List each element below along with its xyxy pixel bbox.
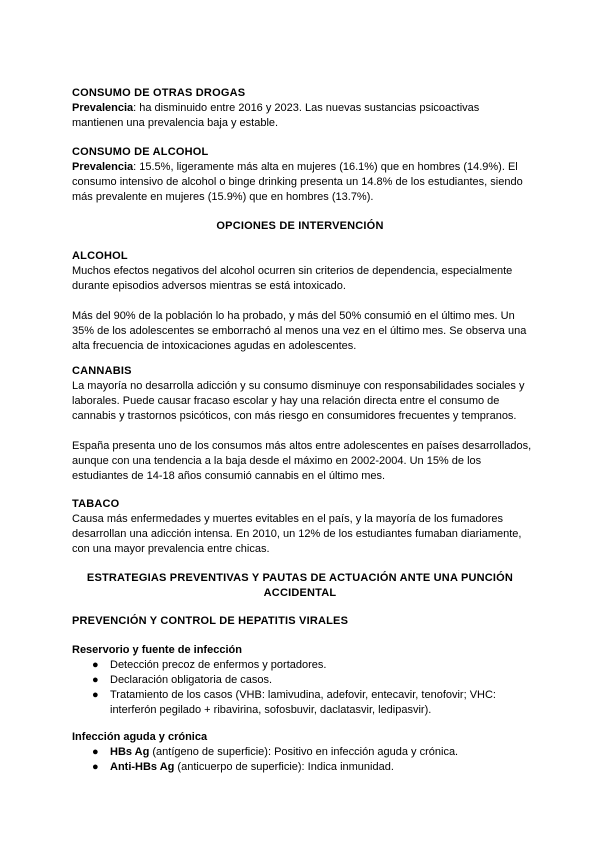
- paragraph-cannabis-2: España presenta uno de los consumos más altos entre adolescentes en países desarrollados, aunque con una tendencia a la baja desde el máximo en 2002-2004. Un 15% de los estudiantes de 14-18 años consumió cannabis en el último mes.: [72, 440, 532, 482]
- section-otras-drogas: [72, 86, 532, 131]
- bullet-icon: ●: [92, 761, 99, 773]
- list-item: [72, 673, 532, 688]
- bullet-icon: ●: [92, 746, 99, 758]
- paragraph-alcohol-1: Muchos efectos negativos del alcohol ocurren sin criterios de dependencia, especialmente durante episodios adversos mientras se está intoxicado.: [72, 265, 513, 292]
- section-cannabis: [72, 364, 532, 484]
- heading-hepatitis: [72, 614, 532, 629]
- paragraph-consumo-alcohol: [72, 160, 532, 205]
- list-item-text: Detección precoz de enfermos y portadores.: [110, 659, 327, 671]
- list-item-text: (antígeno de superficie): Positivo en infección aguda y crónica.: [149, 746, 459, 758]
- term-hbs-ag: HBs Ag: [110, 746, 150, 758]
- paragraph-alcohol-2: Más del 90% de la población lo ha probado, y más del 50% consumió en el último mes. Un 35% de los adolescentes se emborrachó al menos una vez en el último mes. Se observa una alta frecuencia de intoxicaciones agudas en adolescentes.: [72, 310, 527, 352]
- label-prevalencia: Prevalencia: [72, 161, 134, 173]
- list-item: [72, 760, 532, 775]
- heading-consumo-alcohol: CONSUMO DE ALCOHOL: [72, 146, 209, 158]
- heading-otras-drogas: CONSUMO DE OTRAS DROGAS: [72, 87, 246, 99]
- heading-cannabis: CANNABIS: [72, 365, 132, 377]
- heading-reservorio: Reservorio y fuente de infección: [72, 644, 242, 656]
- label-prevalencia: Prevalencia: [72, 102, 134, 114]
- heading-infeccion: Infección aguda y crónica: [72, 731, 208, 743]
- section-infeccion: [72, 730, 532, 775]
- heading-estrategias-line-1: ESTRATEGIAS PREVENTIVAS Y PAUTAS DE ACTUACIÓN ANTE UNA PUNCIÓN: [86, 572, 514, 584]
- heading-estrategias-line-2: ACCIDENTAL: [263, 587, 337, 599]
- bullet-icon: ●: [92, 674, 99, 686]
- paragraph-tabaco: Causa más enfermedades y muertes evitables en el país, y la mayoría de los fumadores desarrollan una adicción intensa. En 2010, un 12% de los estudiantes fumaban diariamente, con una mayor prevalencia entre chicas.: [72, 513, 522, 555]
- term-anti-hbs-ag: Anti-HBs Ag: [110, 761, 175, 773]
- heading-estrategias: [72, 571, 528, 601]
- paragraph-otras-drogas: [72, 101, 532, 131]
- list-item: [72, 745, 532, 760]
- bullet-icon: ●: [92, 689, 99, 701]
- list-item-text: Tratamiento de los casos (VHB: lamivudina, adefovir, entecavir, tenofovir; VHC: interferón pegilado + ribavirina, sofosbuvir, daclatasvir, ledipasvir).: [110, 689, 496, 716]
- heading-opciones-intervencion: OPCIONES DE INTERVENCIÓN: [216, 220, 384, 232]
- list-item-text: (anticuerpo de superficie): Indica inmunidad.: [174, 761, 394, 773]
- list-reservorio: [72, 658, 532, 718]
- list-item: [72, 688, 532, 718]
- paragraph-cannabis-1: La mayoría no desarrolla adicción y su consumo disminuye con responsabilidades sociales y laborales. Puede causar fracaso escolar y hay una relación directa entre el consumo de cannabis y trastornos psicóticos, con más riesgo en consumidores frecuentes y tempranos.: [72, 380, 525, 422]
- section-alcohol: [72, 249, 532, 354]
- heading-alcohol: ALCOHOL: [72, 250, 128, 262]
- section-tabaco: [72, 497, 532, 557]
- list-item-text: Declaración obligatoria de casos.: [110, 674, 273, 686]
- section-reservorio: [72, 643, 532, 718]
- list-infeccion: [72, 745, 532, 775]
- text-prevalencia: : 15.5%, ligeramente más alta en mujeres (16.1%) que en hombres (14.9%). El consumo intensivo de alcohol o binge drinking presenta un 14.8% de los estudiantes, siendo más prevalente en mujeres (15.9%) que en hombres (13.7%).: [72, 161, 523, 203]
- heading-tabaco: TABACO: [72, 498, 120, 510]
- heading-hepatitis-text: PREVENCIÓN Y CONTROL DE HEPATITIS VIRALES: [72, 615, 349, 627]
- bullet-icon: ●: [92, 659, 99, 671]
- text-prevalencia: : ha disminuido entre 2016 y 2023. Las nuevas sustancias psicoactivas mantienen una prevalencia baja y estable.: [72, 102, 480, 129]
- list-item: [72, 658, 532, 673]
- section-consumo-alcohol: [72, 145, 532, 205]
